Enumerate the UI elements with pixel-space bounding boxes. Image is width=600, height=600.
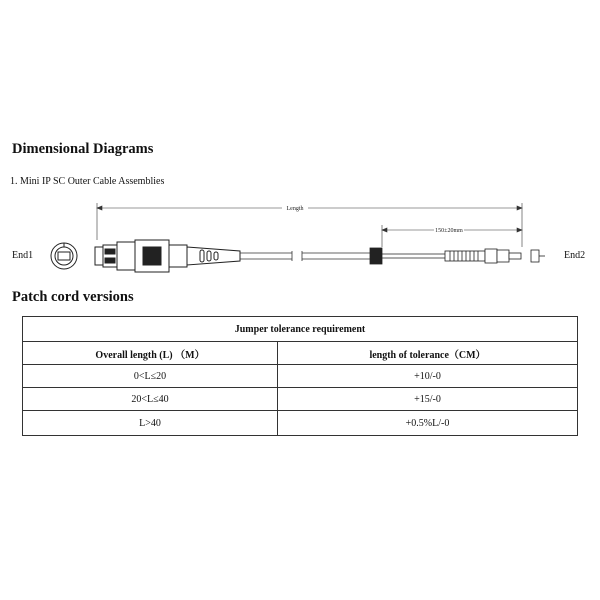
cell-tolerance: +10/-0 <box>278 365 578 388</box>
end2-assembly <box>370 248 545 264</box>
tail-length-label: 150±20mm <box>435 228 463 234</box>
cell-length: 0<L≤20 <box>23 365 278 388</box>
table-row <box>23 388 578 411</box>
section-title: Dimensional Diagrams <box>12 141 154 157</box>
patch-cord-title: Patch cord versions <box>12 289 134 305</box>
subtitle: 1. Mini IP SC Outer Cable Assemblies <box>10 176 165 187</box>
header-tolerance: length of tolerance（CM） <box>278 342 578 365</box>
cell-tolerance: +15/-0 <box>278 388 578 411</box>
length-label: Length <box>286 206 304 212</box>
cell-length: 20<L≤40 <box>23 388 278 411</box>
table-header-row <box>23 342 578 365</box>
end1-connector-face <box>51 243 77 269</box>
header-overall-length: Overall length (L) （M） <box>23 342 278 365</box>
end1-label: End1 <box>12 250 34 261</box>
table-row <box>23 411 578 436</box>
cell-length: L>40 <box>23 411 278 436</box>
end2-label: End2 <box>564 250 586 261</box>
end1-connector-body <box>95 240 240 272</box>
table-title: Jumper tolerance requirement <box>23 317 578 342</box>
cell-tolerance: +0.5%L/-0 <box>278 411 578 436</box>
cable <box>240 251 370 261</box>
tolerance-table <box>22 316 578 436</box>
cable-diagram <box>0 195 600 280</box>
table-title-row <box>23 317 578 342</box>
table-row <box>23 365 578 388</box>
